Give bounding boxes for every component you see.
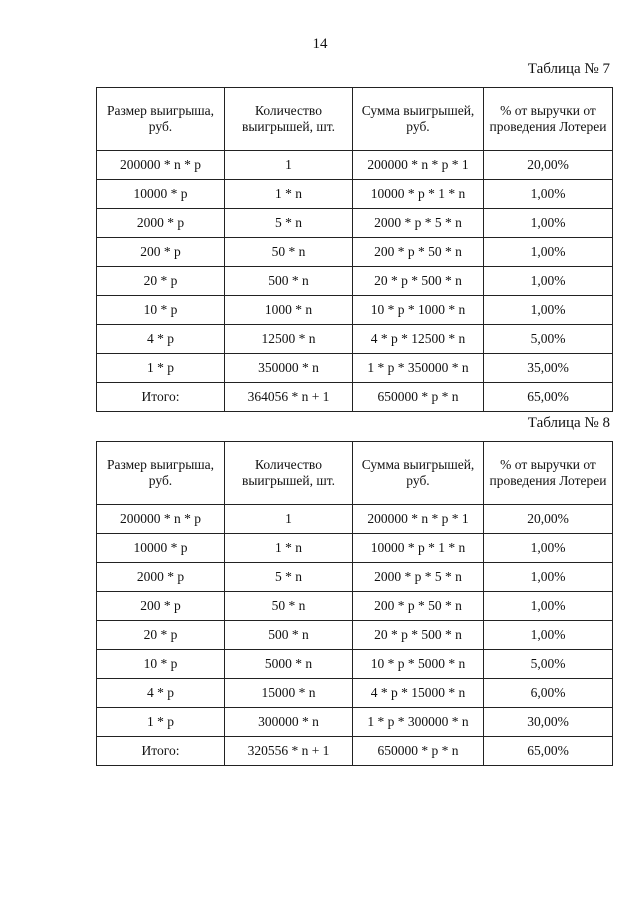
cell-win-size: 200000 * n * p xyxy=(97,505,225,534)
cell-win-size: 4 * p xyxy=(97,325,225,354)
table-row xyxy=(97,650,613,679)
cell-win-count: 12500 * n xyxy=(225,325,353,354)
cell-revenue-percent: 5,00% xyxy=(484,325,613,354)
cell-win-count: 1 * n xyxy=(225,534,353,563)
table-8 xyxy=(96,441,613,766)
cell-win-sum: 10 * p * 5000 * n xyxy=(353,650,484,679)
cell-win-size: 1 * p xyxy=(97,354,225,383)
column-header-win-size: Размер выигрыша, руб. xyxy=(97,442,225,505)
cell-win-count: 50 * n xyxy=(225,592,353,621)
table-row xyxy=(97,180,613,209)
cell-win-sum: 10 * p * 1000 * n xyxy=(353,296,484,325)
cell-win-count: 5000 * n xyxy=(225,650,353,679)
cell-win-sum: 20 * p * 500 * n xyxy=(353,267,484,296)
cell-win-size: 1 * p xyxy=(97,708,225,737)
cell-win-sum: 20 * p * 500 * n xyxy=(353,621,484,650)
cell-win-sum: 200 * p * 50 * n xyxy=(353,238,484,267)
cell-win-count: 500 * n xyxy=(225,267,353,296)
cell-revenue-percent: 5,00% xyxy=(484,650,613,679)
cell-win-count: 1 * n xyxy=(225,180,353,209)
cell-revenue-percent: 1,00% xyxy=(484,238,613,267)
table-7-caption: Таблица № 7 xyxy=(527,61,610,77)
cell-win-count: 350000 * n xyxy=(225,354,353,383)
cell-revenue-percent: 6,00% xyxy=(484,679,613,708)
table-row xyxy=(97,708,613,737)
cell-win-size: 20 * p xyxy=(97,621,225,650)
table-row xyxy=(97,209,613,238)
table-7 xyxy=(96,87,613,412)
cell-revenue-percent: 1,00% xyxy=(484,267,613,296)
cell-win-sum: 10000 * p * 1 * n xyxy=(353,534,484,563)
cell-revenue-percent: 1,00% xyxy=(484,621,613,650)
cell-revenue-percent: 65,00% xyxy=(484,383,613,412)
table-row xyxy=(97,563,613,592)
table-row xyxy=(97,505,613,534)
cell-win-count: 320556 * n + 1 xyxy=(225,737,353,766)
table-row xyxy=(97,679,613,708)
cell-win-sum: 2000 * p * 5 * n xyxy=(353,209,484,238)
cell-win-sum: 4 * p * 15000 * n xyxy=(353,679,484,708)
table-row xyxy=(97,238,613,267)
cell-win-count: 364056 * n + 1 xyxy=(225,383,353,412)
cell-win-size: 20 * p xyxy=(97,267,225,296)
cell-win-sum: 650000 * p * n xyxy=(353,383,484,412)
cell-win-sum: 1 * p * 350000 * n xyxy=(353,354,484,383)
cell-revenue-percent: 1,00% xyxy=(484,296,613,325)
table-row xyxy=(97,296,613,325)
table-row xyxy=(97,151,613,180)
cell-revenue-percent: 20,00% xyxy=(484,505,613,534)
table-8-caption: Таблица № 8 xyxy=(527,415,610,431)
table-row xyxy=(97,592,613,621)
cell-win-sum: 10000 * p * 1 * n xyxy=(353,180,484,209)
cell-win-size: 10 * p xyxy=(97,650,225,679)
column-header-win-size: Размер выигрыша, руб. xyxy=(97,88,225,151)
table-row xyxy=(97,354,613,383)
cell-win-sum: 2000 * p * 5 * n xyxy=(353,563,484,592)
cell-win-count: 1000 * n xyxy=(225,296,353,325)
cell-revenue-percent: 35,00% xyxy=(484,354,613,383)
cell-win-size: Итого: xyxy=(97,383,225,412)
cell-win-size: 200000 * n * p xyxy=(97,151,225,180)
cell-win-sum: 650000 * p * n xyxy=(353,737,484,766)
cell-win-size: 2000 * p xyxy=(97,209,225,238)
cell-win-sum: 200 * p * 50 * n xyxy=(353,592,484,621)
cell-win-count: 5 * n xyxy=(225,209,353,238)
cell-revenue-percent: 1,00% xyxy=(484,563,613,592)
table-row xyxy=(97,267,613,296)
cell-win-size: Итого: xyxy=(97,737,225,766)
cell-win-count: 500 * n xyxy=(225,621,353,650)
table-row xyxy=(97,534,613,563)
cell-win-count: 1 xyxy=(225,151,353,180)
column-header-win-sum: Сумма выигрышей, руб. xyxy=(353,88,484,151)
cell-win-count: 1 xyxy=(225,505,353,534)
cell-win-size: 200 * p xyxy=(97,592,225,621)
cell-win-count: 50 * n xyxy=(225,238,353,267)
cell-win-sum: 4 * p * 12500 * n xyxy=(353,325,484,354)
cell-win-size: 10 * p xyxy=(97,296,225,325)
column-header-revenue-percent: % от выручки от проведения Лотереи xyxy=(484,442,613,505)
cell-win-size: 10000 * p xyxy=(97,534,225,563)
cell-win-size: 4 * p xyxy=(97,679,225,708)
cell-win-sum: 1 * p * 300000 * n xyxy=(353,708,484,737)
cell-win-sum: 200000 * n * p * 1 xyxy=(353,151,484,180)
cell-win-size: 2000 * p xyxy=(97,563,225,592)
cell-win-size: 10000 * p xyxy=(97,180,225,209)
cell-revenue-percent: 1,00% xyxy=(484,209,613,238)
table-row xyxy=(97,621,613,650)
cell-win-sum: 200000 * n * p * 1 xyxy=(353,505,484,534)
cell-revenue-percent: 1,00% xyxy=(484,592,613,621)
cell-win-count: 300000 * n xyxy=(225,708,353,737)
table-row xyxy=(97,325,613,354)
cell-revenue-percent: 65,00% xyxy=(484,737,613,766)
cell-revenue-percent: 1,00% xyxy=(484,180,613,209)
column-header-win-count: Количество выигрышей, шт. xyxy=(225,88,353,151)
cell-win-count: 15000 * n xyxy=(225,679,353,708)
column-header-revenue-percent: % от выручки от проведения Лотереи xyxy=(484,88,613,151)
page-number: 14 xyxy=(312,36,328,52)
cell-revenue-percent: 20,00% xyxy=(484,151,613,180)
cell-revenue-percent: 30,00% xyxy=(484,708,613,737)
table-total-row xyxy=(97,383,613,412)
column-header-win-count: Количество выигрышей, шт. xyxy=(225,442,353,505)
table-header-row xyxy=(97,88,613,151)
cell-win-size: 200 * p xyxy=(97,238,225,267)
cell-revenue-percent: 1,00% xyxy=(484,534,613,563)
table-total-row xyxy=(97,737,613,766)
column-header-win-sum: Сумма выигрышей, руб. xyxy=(353,442,484,505)
table-header-row xyxy=(97,442,613,505)
cell-win-count: 5 * n xyxy=(225,563,353,592)
